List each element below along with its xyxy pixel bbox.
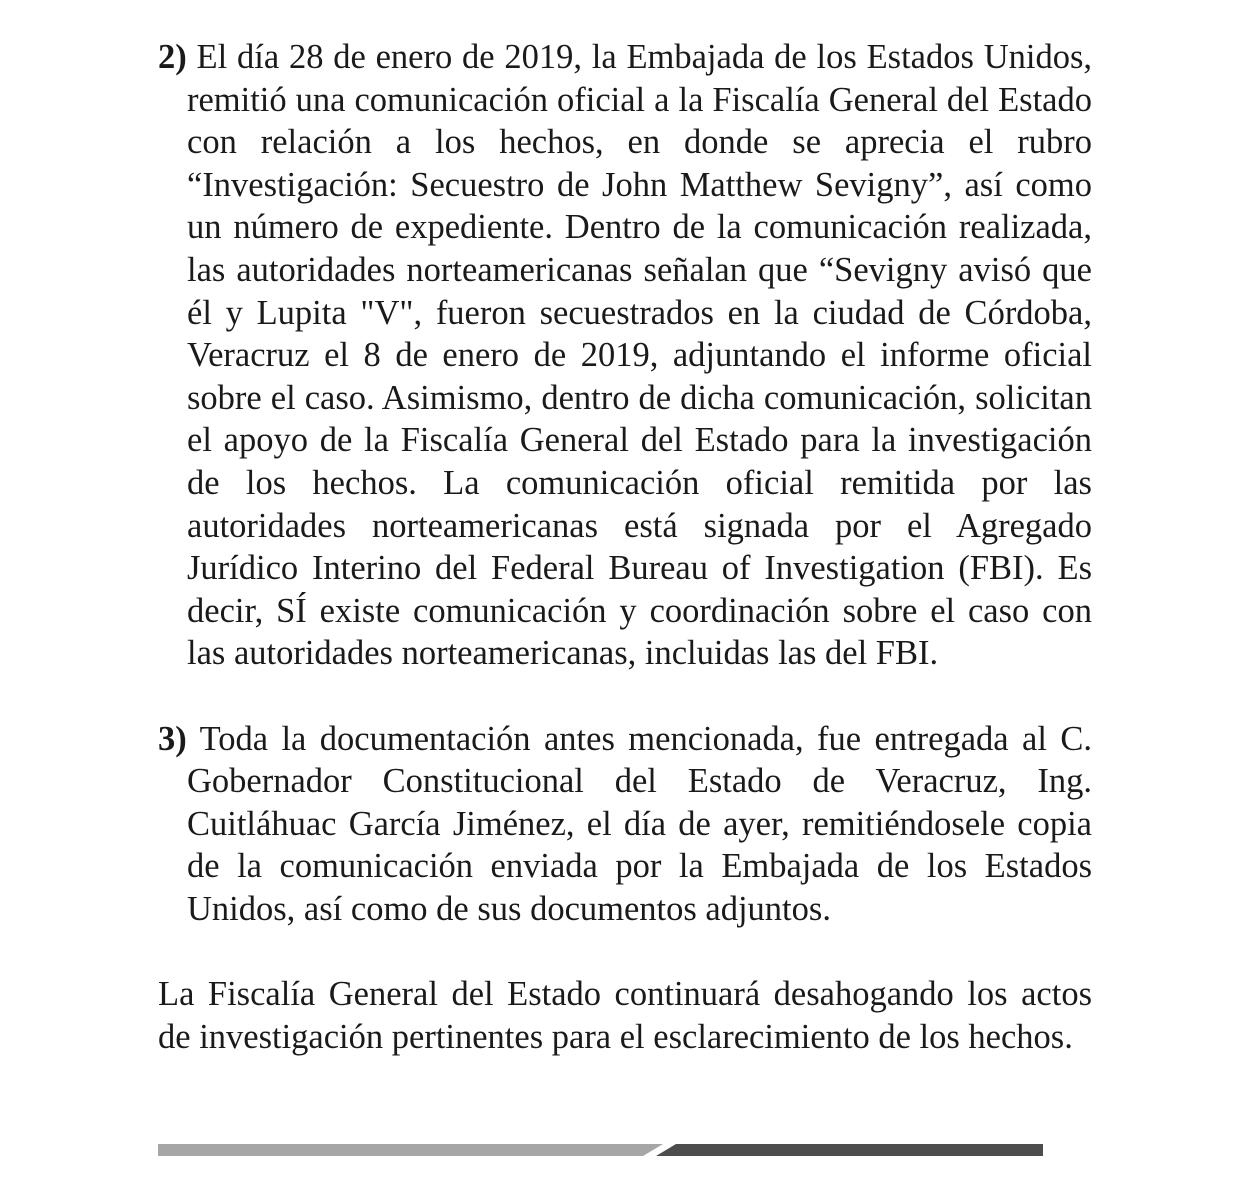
paragraph-item-3 xyxy=(158,718,1092,931)
paragraph-text: Toda la documentación antes mencionada, fue entregada al C. Gobernador Constitucional del Estado de Veracruz, Ing. Cuitláhuac García Jiménez, el día de ayer, remitiéndosele copia de la comunicación enviada por la Embajada de los Estados Unidos, así como de sus documentos adjuntos. xyxy=(187,719,1092,928)
paragraph-spacer xyxy=(158,675,1092,718)
document-body xyxy=(158,36,1092,1058)
footer-divider-bar xyxy=(158,1141,1043,1156)
item-number: 2) xyxy=(158,38,187,76)
item-number: 3) xyxy=(158,719,187,758)
footer-bar-dark-segment xyxy=(656,1144,1043,1156)
closing-paragraph: La Fiscalía General del Estado continuará desahogando los actos de investigación pertinentes para el esclarecimiento de los hechos. xyxy=(158,975,1092,1056)
paragraph-item-2 xyxy=(158,36,1092,675)
paragraph-spacer xyxy=(158,930,1092,973)
footer-bar-light-segment xyxy=(158,1144,663,1156)
paragraph-text: El día 28 de enero de 2019, la Embajada de los Estados Unidos, remitió una comunicación oficial a la Fiscalía General del Estado con relación a los hechos, en donde se aprecia el rubro “Investigación: Secuestro de John Matthew Sevigny”, así como un número de expediente. Dentro de la comunicación realizada, las autoridades norteamericanas señalan que “Sevigny avisó que él y Lupita "V", fueron secuestrados en la ciudad de Córdoba, Veracruz el 8 de enero de 2019, adjuntando el informe oficial sobre el caso. Asimismo, dentro de dicha comunicación, solicitan el apoyo de la Fiscalía General del Estado para la investigación de los hechos. La comunicación oficial remitida por las autoridades norteamericanas está signada por el Agregado Jurídico Interino del Federal Bureau of Investigation (FBI). Es decir, SÍ existe comunicación y coordinación sobre el caso con las autoridades norteamericanas, incluidas las del FBI. xyxy=(187,38,1093,673)
